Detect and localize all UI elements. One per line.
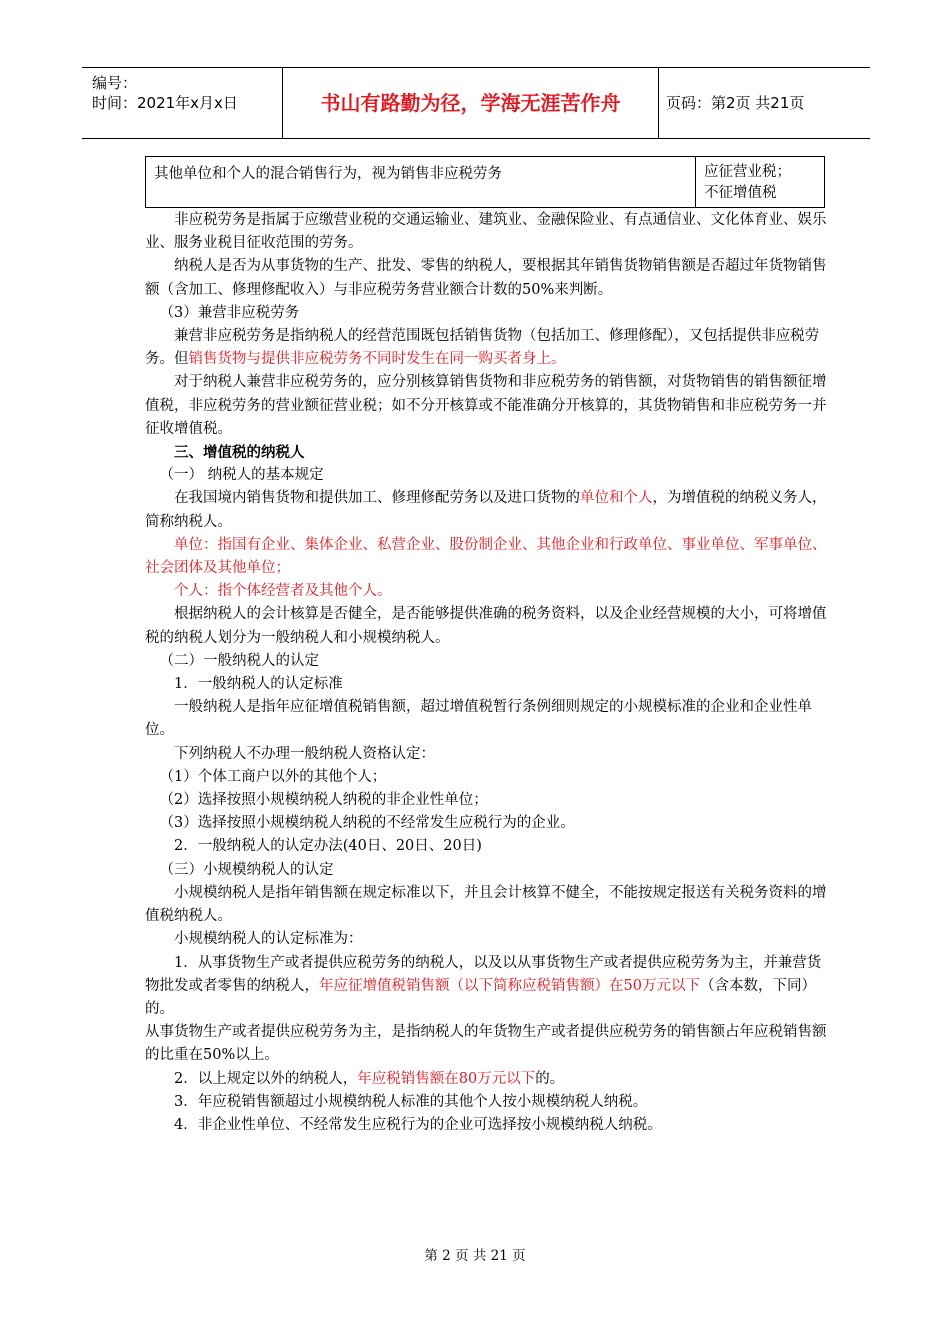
paragraph: 对于纳税人兼营非应税劳务的，应分别核算销售货物和非应税劳务的销售额，对货物销售的销售额征增值税，非应税劳务的营业额征营业税；如不分开核算或不能准确分开核算的，其货物销售和非应税劳务一并征收增值税。 [145,374,827,437]
highlight-paragraph: 个人：指个体经营者及其他个人。 [174,583,392,600]
paragraph: 小规模纳税人的认定标准为： [174,931,363,948]
table-right-cell [696,157,824,207]
paragraph: 4．非企业性单位、不经常发生应税行为的企业可选择按小规模纳税人纳税。 [174,1116,662,1133]
highlight-text: 销售货物与提供非应税劳务不同时发生在同一购买者身上。 [188,351,566,368]
list-item: （2）选择按照小规模纳税人纳税的非企业性单位； [159,792,488,809]
paragraph: 3．年应税销售额超过小规模纳税人标准的其他个人按小规模纳税人纳税。 [174,1093,648,1110]
highlight-paragraph: 单位：指国有企业、集体企业、私营企业、股份制企业、其他企业和行政单位、事业单位、军事单位、社会团体及其他单位； [145,536,827,577]
paragraph: 下列纳税人不办理一般纳税人资格认定： [174,745,435,762]
paragraph: 2．一般纳税人的认定办法(40日、20日、20日) [174,838,482,855]
page-footer: 第 2 页 共 21 页 [424,1248,526,1264]
document-body [145,209,827,1137]
highlight-text: 单位和个人 [580,490,653,507]
paragraph [145,325,827,371]
paragraph: 从事货物生产或者提供应税劳务为主，是指纳税人的年货物生产或者提供应税劳务的销售额占年应税销售额的比重在50%以上。 [145,1024,827,1064]
section-heading: 三、增值税的纳税人 [174,444,305,462]
paragraph: 一般纳税人是指年应征增值税销售额，超过增值税暂行条例细则规定的小规模标准的企业和企业性单位。 [145,699,812,739]
text-span: 1．从事货物生产或者提供应税劳务的纳税人，以及以从事货物生产或者提供应税劳务为主，并兼营货物批发或者零售的纳税人， [145,954,822,994]
text-span: 的。 [535,1070,565,1087]
paragraph: 1．一般纳税人的认定标准 [174,676,343,693]
list-item: （3）选择按照小规模纳税人纳税的不经常发生应税行为的企业。 [159,815,575,832]
subheading: （三）小规模纳税人的认定 [159,861,334,878]
table-right-line2: 不征增值税 [704,185,777,201]
text-span: 兼营非应税劳务是指纳税人的经营范围既包括销售货物（包括加工、修理修配），又包括提供非应税劳务。但 [145,328,820,368]
header-motto: 书山有路勤为径，学海无涯苦作舟 [282,68,659,138]
document-number-label: 编号： [92,74,138,92]
text-span: 在我国境内销售货物和提供加工、修理修配劳务以及进口货物的 [174,490,580,507]
paragraph [145,1068,827,1091]
table-left-cell: 其他单位和个人的混合销售行为，视为销售非应税劳务 [146,157,696,207]
document-date: 时间：2021年x月x日 [92,94,238,112]
text-span: ，为增值税的纳税义务人，简称纳税人。 [145,490,827,530]
table-right-line1: 应征营业税； [704,164,791,180]
header-meta [82,68,282,138]
paragraph: 小规模纳税人是指年销售额在规定标准以下，并且会计核算不健全，不能按规定报送有关税务资料的增值税纳税人。 [145,884,827,925]
list-item: （1）个体工商户以外的其他个人； [159,768,387,785]
paragraph [145,487,827,533]
paragraph [145,952,827,1022]
paragraph: 非应税劳务是指属于应缴营业税的交通运输业、建筑业、金融保险业、有点通信业、文化体育业、娱乐业、服务业税目征收范围的劳务。 [145,212,827,252]
subheading: （二）一般纳税人的认定 [159,652,319,669]
highlight-text: 年应税销售额在80万元以下 [357,1070,536,1087]
paragraph: 根据纳税人的会计核算是否健全，是否能够提供准确的税务资料，以及企业经营规模的大小，可将增值税的纳税人划分为一般纳税人和小规模纳税人。 [145,606,827,646]
highlight-text: 年应征增值税销售额（以下简称应税销售额）在50万元以下 [319,977,700,994]
subheading: （3）兼营非应税劳务 [159,304,300,321]
subheading: （一） 纳税人的基本规定 [159,467,324,484]
paragraph: 纳税人是否为从事货物的生产、批发、零售的纳税人，要根据其年销售货物销售额是否超过年货物销售额（含加工、修理修配收入）与非应税劳务营业额合计数的50%来判断。 [145,258,827,298]
page-header [82,67,870,139]
tax-table [145,156,825,208]
text-span: 2．以上规定以外的纳税人， [174,1070,358,1087]
header-page-info: 页码：第2页 共21页 [666,94,805,112]
text-span: （含本数，下同）的。 [145,977,816,1017]
